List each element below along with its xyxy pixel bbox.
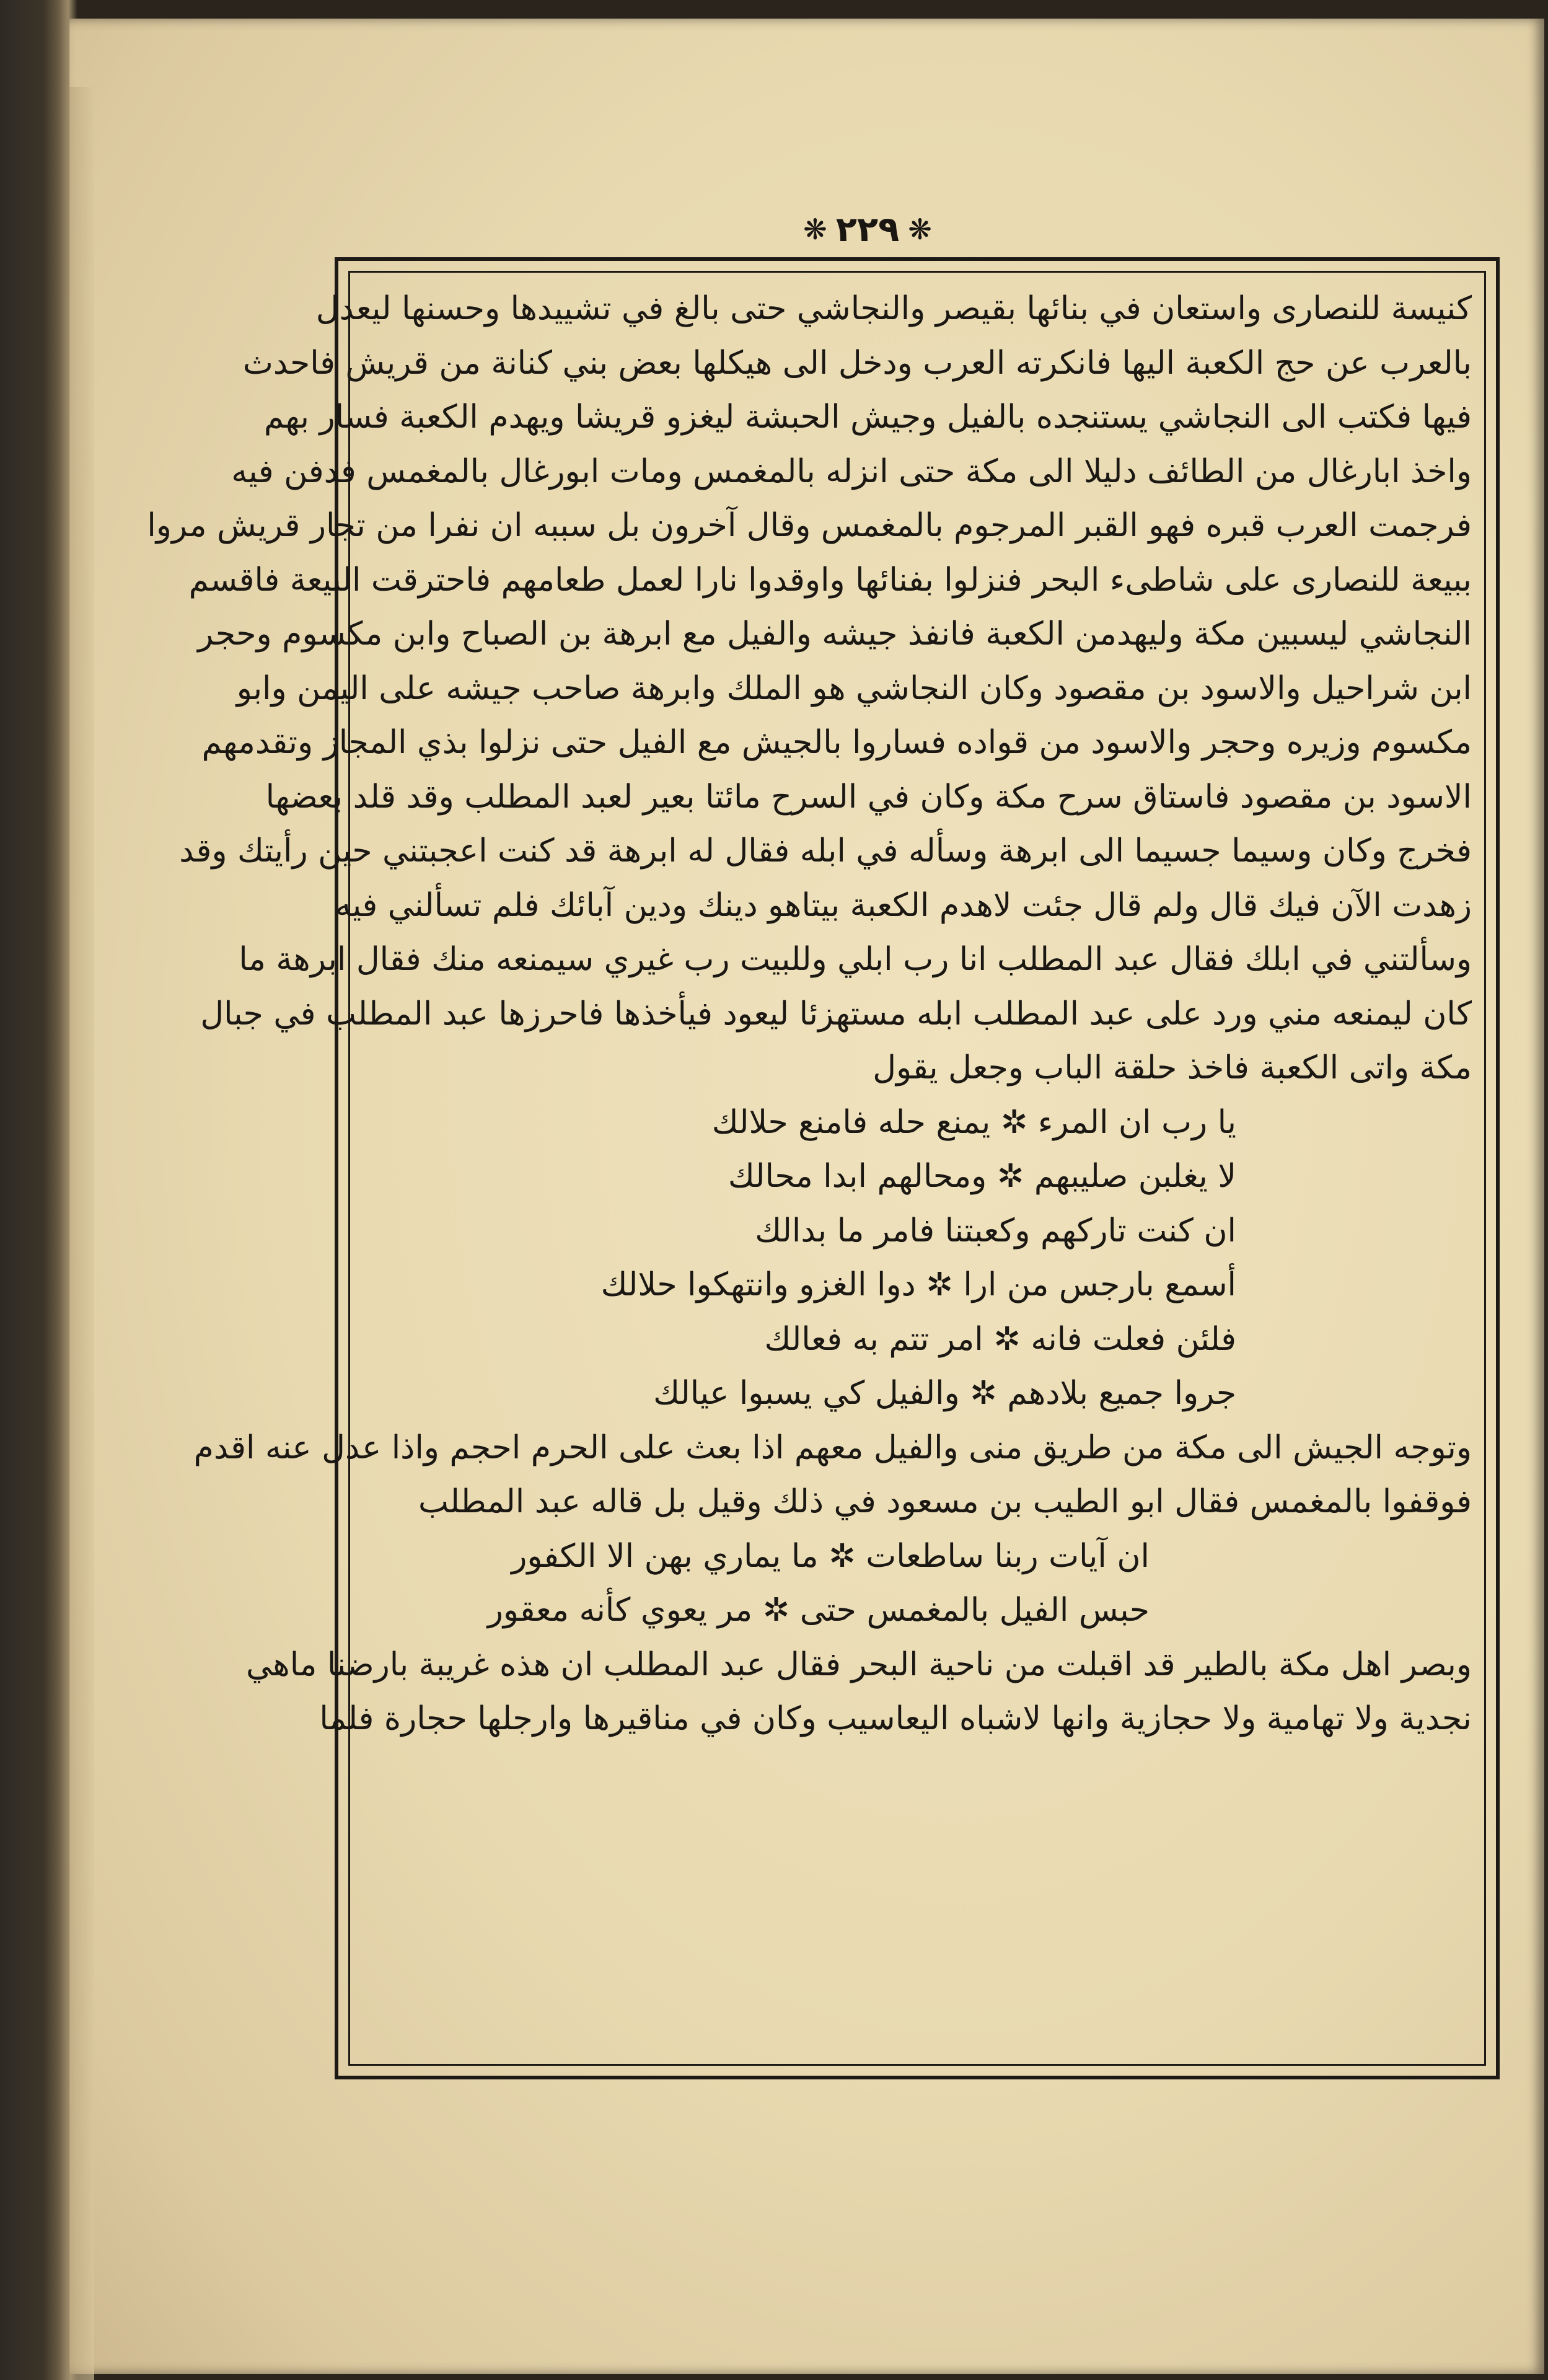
text-line: مكة واتى الكعبة فاخذ حلقة الباب وجعل يقول	[873, 1049, 1472, 1086]
text-line: نجدية ولا تهامية ولا حجازية وانها لاشباه اليعاسيب وكان في مناقيرها وارجلها حجارة فلما	[319, 1700, 1472, 1737]
page-header	[775, 205, 961, 254]
text-line: فخرج وكان وسيما جسيما الى ابرهة وسأله في ابله فقال له ابرهة قد كنت اعجبتني حين رأيتك وقد	[179, 832, 1472, 870]
poem-verse: أسمع بارجس من ارا ✲ دوا الغزو وانتهكوا حلالك	[600, 1266, 1236, 1303]
text-line: فيها فكتب الى النجاشي يستنجده بالفيل وجيش الحبشة ليغزو قريشا ويهدم الكعبة فسار بهم	[263, 399, 1472, 436]
page-edge	[69, 87, 94, 2380]
text-line: مكسوم وزيره وحجر والاسود من قواده فساروا بالجيش مع الفيل حتى نزلوا بذي المجاز وتقدمهم	[201, 724, 1472, 761]
poem-verse: يا رب ان المرء ✲ يمنع حله فامنع حلالك	[711, 1103, 1236, 1141]
text-line: زهدت الآن فيك قال ولم قال جئت لاهدم الكعبة بيتاهو دينك ودين آبائك فلم تسألني فيه	[335, 886, 1472, 924]
text-line: وسألتني في ابلك فقال عبد المطلب انا رب ابلي وللبيت رب غيري سيمنعه منك فقال ابرهة ما	[239, 941, 1472, 978]
text-line: الاسود بن مقصود فاستاق سرح مكة وكان في السرح مائتا بعير لعبد المطلب وقد قلد بعضها	[265, 778, 1472, 816]
text-line: وتوجه الجيش الى مكة من طريق منى والفيل معهم اذا بعث على الحرم احجم واذا عدل عنه اقدم	[193, 1429, 1472, 1466]
text-line: كنيسة للنصارى واستعان في بنائها بقيصر والنجاشي حتى بالغ في تشييدها وحسنها ليعدل	[315, 290, 1472, 327]
poem-verse: حبس الفيل بالمغمس حتى ✲ مر يعوي كأنه معقور	[487, 1592, 1150, 1629]
body-text	[147, 282, 1472, 2055]
page-number: ٢٢٩	[835, 209, 900, 250]
poem-verse: جروا جميع بلادهم ✲ والفيل كي يسبوا عيالك	[653, 1375, 1236, 1412]
poem-verse: لا يغلبن صليبهم ✲ ومحالهم ابدا محالك	[728, 1158, 1236, 1195]
text-line: وبصر اهل مكة بالطير قد اقبلت من ناحية البحر فقال عبد المطلب ان هذه غريبة بارضنا ماهي	[245, 1646, 1472, 1683]
text-line: فرجمت العرب قبره فهو القبر المرجوم بالمغمس وقال آخرون بل سببه ان نفرا من تجار قريش مروا	[147, 507, 1472, 544]
star-ornament-icon: ❋	[908, 213, 932, 246]
text-line: ببيعة للنصارى على شاطىء البحر فنزلوا بفنائها واوقدوا نارا لعمل طعامهم فاحترقت البيعة فاقسم	[188, 561, 1472, 599]
text-line: النجاشي ليسبين مكة وليهدمن الكعبة فانفذ جيشه والفيل مع ابرهة بن الصباح وابن مكسوم وحجر	[198, 615, 1472, 653]
text-line: واخذ ابارغال من الطائف دليلا الى مكة حتى انزله بالمغمس ومات ابورغال بالمغمس فدفن فيه	[231, 452, 1472, 490]
text-line: بالعرب عن حج الكعبة اليها فانكرته العرب ودخل الى هيكلها بعض بني كنانة من قريش فاحدث	[242, 344, 1472, 382]
poem-verse: ان آيات ربنا ساطعات ✲ ما يماري بهن الا الكفور	[511, 1537, 1150, 1575]
poem-verse: ان كنت تاركهم وكعبتنا فامر ما بدالك	[755, 1212, 1236, 1250]
text-line: فوقفوا بالمغمس فقال ابو الطيب بن مسعود في ذلك وقيل بل قاله عبد المطلب	[418, 1483, 1472, 1520]
poem-verse: فلئن فعلت فانه ✲ امر تتم به فعالك	[764, 1320, 1236, 1358]
text-line: ابن شراحيل والاسود بن مقصود وكان النجاشي هو الملك وابرهة صاحب جيشه على اليمن وابو	[236, 669, 1472, 707]
star-ornament-icon: ❋	[803, 213, 827, 246]
text-line: كان ليمنعه مني ورد على عبد المطلب ابله مستهزئا ليعود فيأخذها فاحرزها عبد المطلب في جبال	[200, 995, 1472, 1033]
